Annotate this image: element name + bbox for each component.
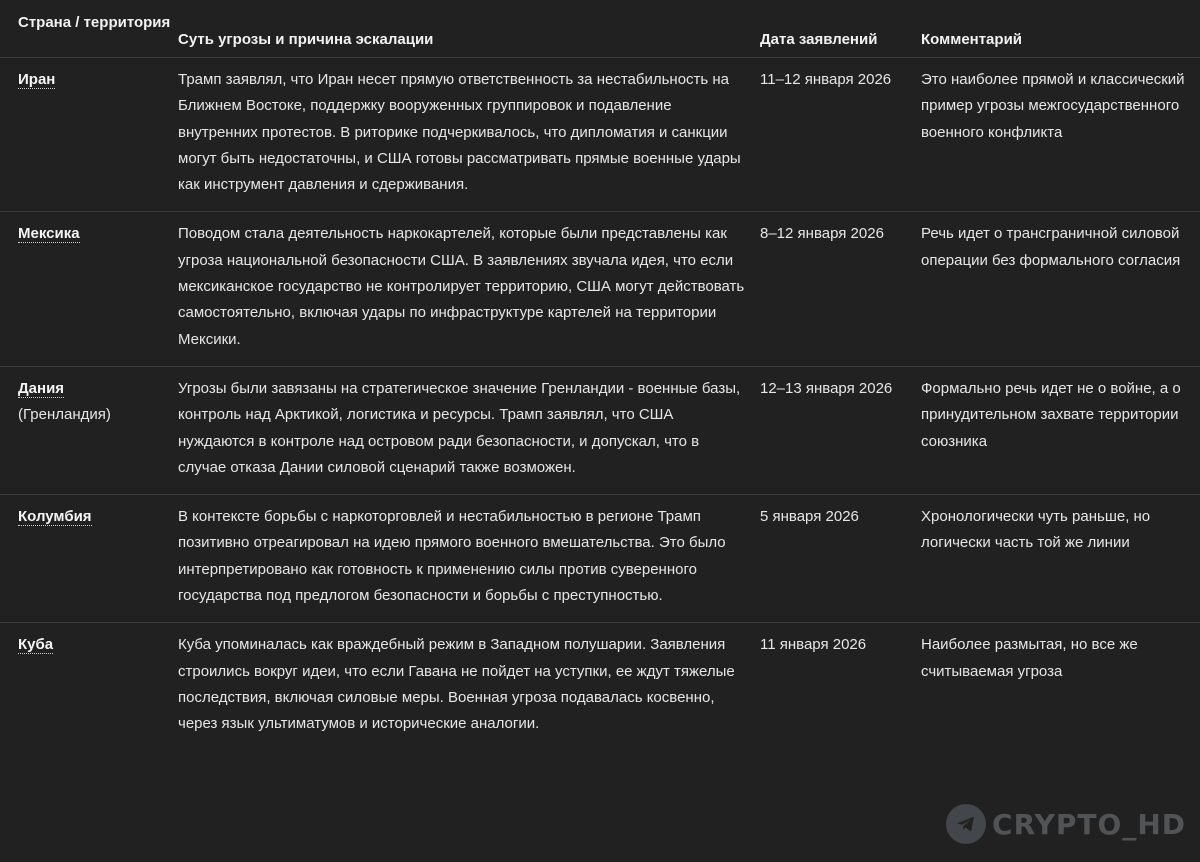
threat-cell: Куба упоминалась как враждебный режим в Западном полушарии. Заявления строились вокруг идеи, что если Гавана не пойдет на уступки, ее ждут тяжелые последствия, включая силовые меры. Военная угроза подавалась косвенно, через язык ультиматумов и исторические аналогии. — [178, 623, 760, 751]
table-row — [0, 366, 1200, 494]
comment-cell: Наиболее размытая, но все же считываемая угроза — [921, 623, 1200, 751]
header-comment: Комментарий — [921, 31, 1023, 48]
country-link[interactable]: Иран — [18, 71, 56, 88]
header-date: Дата заявлений — [760, 31, 878, 48]
threat-cell: Трамп заявлял, что Иран несет прямую ответственность за нестабильность на Ближнем Востоке, поддержку вооруженных группировок и подавление внутренних протестов. В риторике подчеркивалось, что дипломатия и санкции могут быть недостаточны, и США готовы рассматривать прямые военные удары как инструмент давления и сдерживания. — [178, 58, 760, 212]
comment-cell: Речь идет о трансграничной силовой операции без формального согласия — [921, 212, 1200, 366]
table-row — [0, 212, 1200, 366]
country-cell — [0, 623, 178, 751]
country-link[interactable]: Мексика — [18, 225, 80, 243]
date-cell: 8–12 января 2026 — [760, 212, 921, 366]
country-link[interactable]: Дания — [18, 379, 65, 397]
table-row — [0, 495, 1200, 623]
header-country: Страна / территория — [18, 14, 171, 31]
country-cell — [0, 212, 178, 366]
threat-cell: Угрозы были завязаны на стратегическое значение Гренландии - военные базы, контроль над Арктикой, логистика и ресурсы. Трамп заявлял, что США нуждаются в контроле над островом ради безопасности, и допускал, что в случае отказа Дании силовой сценарий также возможен. — [178, 366, 760, 494]
comment-cell: Это наиболее прямой и классический пример угрозы межгосударственного военного конфликта — [921, 58, 1200, 212]
comment-cell: Формально речь идет не о войне, а о принудительном захвате территории союзника — [921, 366, 1200, 494]
threat-cell: Поводом стала деятельность наркокартелей, которые были представлены как угроза национальной безопасности США. В заявлениях звучала идея, что если мексиканское государство не контролирует территорию, США могут действовать самостоятельно, включая удары по инфраструктуре картелей на территории Мексики. — [178, 212, 760, 366]
header-threat: Суть угрозы и причина эскалации — [178, 31, 434, 48]
country-cell — [0, 58, 178, 212]
threat-cell: В контексте борьбы с наркоторговлей и нестабильностью в регионе Трамп позитивно отреагировал на идею прямого военного вмешательства. Это было интерпретировано как готовность к применению силы против суверенного государства под предлогом безопасности и борьбы с преступностью. — [178, 495, 760, 623]
comment-cell: Хронологически чуть раньше, но логически часть той же линии — [921, 495, 1200, 623]
header-row — [0, 0, 1200, 58]
table-row — [0, 623, 1200, 751]
country-cell — [0, 495, 178, 623]
watermark-text: CRYPTO_HD — [992, 807, 1186, 841]
country-link[interactable]: Колумбия — [18, 508, 92, 526]
country-subtitle: (Гренландия) — [18, 406, 111, 424]
table-row — [0, 58, 1200, 212]
date-cell: 11 января 2026 — [760, 623, 921, 751]
date-cell: 12–13 января 2026 — [760, 366, 921, 494]
country-cell — [0, 366, 178, 494]
telegram-icon — [946, 804, 986, 844]
date-cell: 11–12 января 2026 — [760, 58, 921, 212]
date-cell: 5 января 2026 — [760, 495, 921, 623]
watermark — [946, 804, 1186, 844]
country-link[interactable]: Куба — [18, 636, 54, 654]
